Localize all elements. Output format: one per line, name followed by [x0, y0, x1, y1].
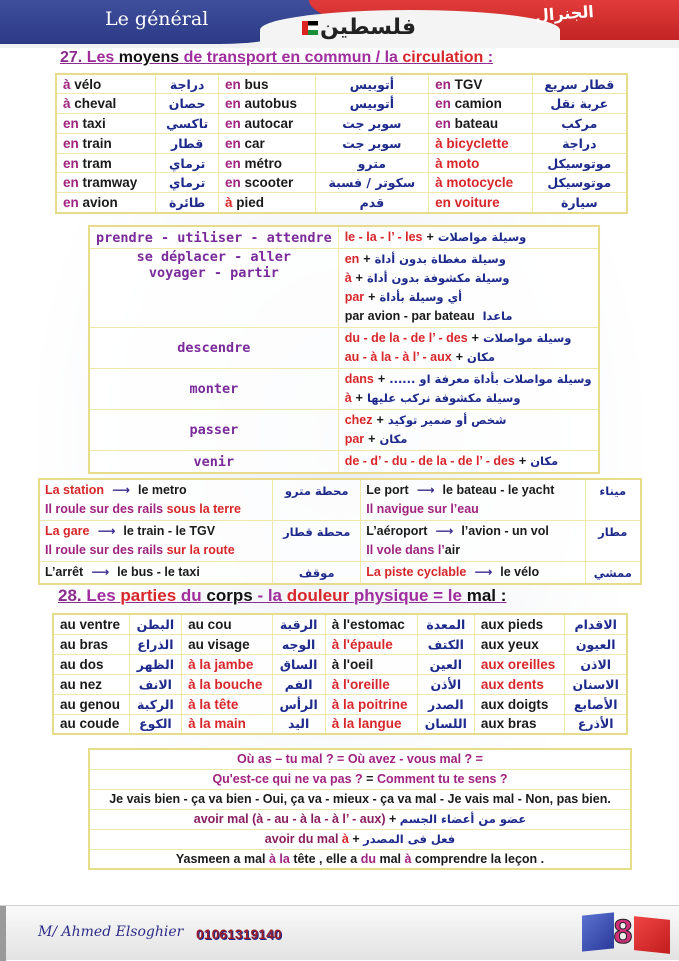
preposition: à [435, 155, 443, 171]
rule-2-fr: avoir du mal [264, 832, 339, 846]
preposition: en [224, 135, 241, 151]
preposition: en [224, 115, 241, 131]
vehicle-word: tramway [82, 175, 138, 191]
vehicle-word: tram [82, 155, 112, 171]
verbs-prepositions-table [88, 225, 600, 474]
transport-ar-cell: موتوسيكل [532, 173, 627, 193]
vehicle-word: avion [82, 194, 118, 210]
transport-ar-cell: مركب [532, 114, 627, 134]
arabic-note: وسيلة مكشوفة نركب عليها [366, 391, 521, 405]
place-target: l’avion - un vol [461, 524, 549, 538]
places-table [38, 478, 642, 585]
preposition: en [435, 194, 451, 210]
french-article: du - de la - de l’ - des [344, 331, 468, 345]
transport-fr-cell [218, 193, 315, 213]
body-part-ar: الأذن [417, 674, 474, 694]
body-part-ar: الوجه [272, 634, 325, 654]
transport-fr-cell [56, 153, 156, 173]
rule-line [345, 307, 592, 326]
place-ar-cell: مطار [585, 521, 641, 562]
transport-ar-cell: قدم [315, 193, 428, 213]
page-number: 8 [613, 913, 633, 951]
verb-text: descendre [177, 340, 251, 356]
place-description: Il navigue sur l’eau [366, 502, 479, 516]
place-target: le bus - le taxi [117, 565, 200, 579]
rule-line: à + وسيلة مكشوفة نركب عليها [345, 389, 592, 408]
verb-cell [89, 328, 338, 369]
transport-ar-cell: قطار سريع [532, 74, 627, 94]
expression-row: Qu'est-ce qui ne va pas ? = Comment tu te sens ? [89, 769, 631, 789]
rule-cell [338, 410, 598, 451]
table-row [53, 634, 627, 654]
arabic-note: شخص أو ضمير توكيد [387, 413, 507, 427]
table-row [53, 694, 627, 714]
body-part-ar: اللسان [417, 714, 474, 734]
body-part-fr: au bras [53, 634, 129, 654]
verb-text: prendre - utiliser - attendre [96, 229, 332, 246]
table-row [53, 654, 627, 674]
rule-line: chez + شخص أو ضمير توكيد [345, 411, 592, 430]
table-row [56, 133, 627, 153]
transport-ar-cell: طائرة [156, 193, 219, 213]
arrow-right-icon: ⟶ [97, 524, 116, 538]
table-row [39, 521, 641, 562]
arabic-note: وسيلة مغطاة بدون أداة [374, 252, 506, 266]
arrow-right-icon: ⟶ [416, 483, 435, 497]
preposition: en [63, 175, 79, 191]
verb-cell [89, 369, 338, 410]
palestine-flag-icon [302, 21, 318, 35]
preposition: en [224, 76, 241, 92]
transport-fr-cell [429, 193, 533, 213]
table-row [53, 714, 627, 734]
place-name: L’aéroport [366, 524, 428, 538]
preposition: en [435, 76, 451, 92]
arabic-note: ماعدا [482, 309, 513, 323]
vehicle-word: autocar [244, 115, 294, 131]
verb-text: monter [189, 381, 239, 397]
vehicle-word: bateau [454, 115, 499, 131]
header-title-ar: الجنرال [534, 3, 595, 26]
table-row [89, 451, 599, 474]
body-part-ar: البطن [129, 614, 181, 634]
table-row [53, 674, 627, 694]
vehicle-word: bicyclette [446, 135, 509, 151]
body-part-ar: الانف [129, 674, 181, 694]
body-part-fr: à l'épaule [325, 634, 417, 654]
place-ar-cell: ميناء [585, 479, 641, 521]
transport-ar-cell: ترماي [156, 153, 219, 173]
french-article: par [344, 290, 365, 304]
verb-text: venir [193, 453, 235, 470]
place-cell [39, 521, 273, 562]
table-row [89, 410, 599, 451]
transport-fr-cell [56, 114, 156, 134]
body-part-fr: aux doigts [474, 694, 564, 714]
vehicle-word: camion [454, 96, 502, 112]
transport-ar-cell: تاكسي [156, 114, 219, 134]
vehicle-word: TGV [454, 76, 483, 92]
french-article: au - à la - à l’ - aux [344, 350, 452, 364]
table-row [89, 369, 599, 410]
transport-fr-cell [218, 114, 315, 134]
vehicle-word: scooter [244, 175, 294, 191]
french-article: chez [344, 413, 373, 427]
table-row [56, 153, 627, 173]
place-target: le train - le TGV [123, 524, 216, 538]
vehicle-word: métro [244, 155, 282, 171]
body-part-ar: الصدر [417, 694, 474, 714]
verb-cell [89, 410, 338, 451]
expression-row: avoir mal (à - au - à la - à l’ - aux) + عضو من أعضاء الجسم [89, 809, 631, 829]
transport-ar-cell: أتوبيس [315, 94, 428, 114]
verb-cell [89, 249, 338, 328]
body-part-fr: au nez [53, 674, 129, 694]
french-article: par [344, 432, 365, 446]
french-article: par avion - par bateau [344, 309, 475, 323]
table-row [89, 328, 599, 369]
page-footer [0, 905, 679, 960]
body-part-fr: au visage [182, 634, 272, 654]
table-row [56, 74, 627, 94]
body-part-ar: اليد [272, 714, 325, 734]
table-row [56, 94, 627, 114]
arrow-right-icon: ⟶ [112, 483, 130, 497]
french-article: le - la - l’ - les [344, 230, 423, 244]
transport-fr-cell [218, 153, 315, 173]
body-part-fr: à la bouche [182, 674, 272, 694]
transport-fr-cell [56, 133, 156, 153]
vehicle-word: train [82, 135, 112, 151]
body-part-fr: à la tête [182, 694, 272, 714]
body-part-fr: au dos [53, 654, 129, 674]
arrow-right-icon: ⟶ [91, 565, 110, 579]
vehicle-word: car [244, 135, 265, 151]
transport-ar-cell: سوبر جت [315, 114, 428, 134]
transport-ar-cell: ترماي [156, 173, 219, 193]
verb-cell [89, 451, 338, 474]
body-part-ar: الكوع [129, 714, 181, 734]
rule-line: à + وسيلة مكشوفة بدون أداة [345, 269, 592, 288]
body-part-fr: au coude [53, 714, 129, 734]
place-name: La gare [45, 524, 90, 538]
body-part-ar: العين [417, 654, 474, 674]
transport-fr-cell [218, 173, 315, 193]
body-part-ar: الاسنان [565, 674, 627, 694]
transport-fr-cell [218, 133, 315, 153]
answers-line: Je vais bien - ça va bien - Oui, ça va - mieux - ça va mal - Je vais mal - Non, pas bien. [109, 792, 611, 806]
rule-cell [338, 369, 598, 410]
section-28-title: 28. Les parties du corps - la douleur physique = le mal : [58, 586, 507, 605]
rule-line: de - d’ - du - de la - de l’ - des + مكان [345, 452, 592, 471]
vehicle-word: bus [244, 76, 269, 92]
transport-fr-cell [56, 94, 156, 114]
body-part-ar: الأصابع [565, 694, 627, 714]
verb-text: se déplacer - aller [136, 249, 292, 265]
transport-ar-cell: أتوبيس [315, 74, 428, 94]
transport-fr-cell [429, 74, 533, 94]
expression-row [89, 749, 631, 769]
place-name: L’arrêt [45, 565, 84, 579]
place-cell [361, 521, 585, 562]
author-signature: M/ Ahmed Elsoghier [38, 924, 184, 940]
expressions-table [88, 748, 632, 870]
preposition: à [435, 175, 443, 191]
preposition: en [63, 115, 79, 131]
transport-ar-cell: مترو [315, 153, 428, 173]
transport-fr-cell [429, 133, 533, 153]
transport-fr-cell [56, 193, 156, 213]
arabic-note: وسيلة مواصلات [482, 331, 572, 345]
body-part-ar: الاقدام [565, 614, 627, 634]
vehicle-word: motocycle [446, 175, 514, 191]
table-row [56, 114, 627, 134]
preposition: à [63, 76, 71, 92]
place-name: La station [45, 483, 105, 497]
rule-line: au - à la - à l’ - aux + مكان [345, 348, 592, 367]
preposition: à [63, 96, 71, 112]
header-title-fr: Le général [105, 8, 209, 30]
expression-row [89, 849, 631, 869]
body-part-ar: الرأس [272, 694, 325, 714]
preposition: en [63, 155, 79, 171]
preposition: en [435, 115, 451, 131]
rule-cell [338, 226, 598, 249]
french-article: dans [344, 372, 374, 386]
rule-1-fr: avoir mal (à - au - à la - à l’ - aux) [193, 812, 386, 826]
rule-line: par + مكان [345, 430, 592, 449]
table-row [39, 479, 641, 521]
arrow-right-icon: ⟶ [474, 565, 493, 579]
table-row [53, 614, 627, 634]
place-description: Il roule sur des rails sous la terre [45, 502, 241, 516]
table-row [89, 249, 599, 328]
french-article: à [344, 391, 352, 405]
rule-line: le - la - l’ - les + وسيلة مواصلات [345, 228, 592, 247]
expression-row [89, 789, 631, 809]
arabic-note: مكان [467, 350, 495, 364]
body-part-fr: à l'oeil [325, 654, 417, 674]
vehicle-word: taxi [82, 115, 106, 131]
vehicle-word: cheval [74, 96, 117, 112]
body-part-fr: aux bras [474, 714, 564, 734]
rule-line: en + وسيلة مغطاة بدون أداة [345, 250, 592, 269]
preposition: en [63, 194, 79, 210]
arabic-note: وسيلة مواصلات بأداة معرفة او ...... [389, 372, 592, 386]
body-part-fr: aux yeux [474, 634, 564, 654]
transport-fr-cell [429, 114, 533, 134]
preposition: en [224, 96, 241, 112]
place-ar-cell: ممشي [585, 562, 641, 585]
french-article: en [344, 252, 360, 266]
body-part-fr: aux pieds [474, 614, 564, 634]
table-row [56, 173, 627, 193]
body-part-fr: aux dents [474, 674, 564, 694]
place-description: Il roule sur des rails sur la route [45, 543, 235, 557]
body-part-ar: المعدة [417, 614, 474, 634]
arabic-note: أي وسيلة بأداة [379, 290, 463, 304]
rule-2-ar: فعل فى المصدر [363, 832, 456, 846]
transport-fr-cell [429, 153, 533, 173]
place-cell [361, 479, 585, 521]
rule-cell [338, 451, 598, 474]
transport-ar-cell: حصان [156, 94, 219, 114]
rule-line: dans + وسيلة مواصلات بأداة معرفة او ...... [345, 370, 592, 389]
expression-row: avoir du mal à + فعل فى المصدر [89, 829, 631, 849]
transport-ar-cell: دراجة [532, 133, 627, 153]
body-part-ar: الذراع [129, 634, 181, 654]
place-cell [361, 562, 585, 585]
transport-ar-cell: سكوتر / فسبة [315, 173, 428, 193]
body-part-ar: الكتف [417, 634, 474, 654]
body-part-fr: à la jambe [182, 654, 272, 674]
transport-ar-cell: سوبر جت [315, 133, 428, 153]
body-part-fr: à la main [182, 714, 272, 734]
preposition: en [435, 96, 451, 112]
verb-text: passer [189, 422, 239, 438]
french-article: à [344, 271, 352, 285]
section-27-title: 27. Les moyens de transport en commun / la circulation : [60, 49, 494, 66]
vehicle-word: pied [236, 194, 264, 210]
transport-fr-cell [429, 173, 533, 193]
arrow-right-icon: ⟶ [435, 524, 454, 538]
transport-ar-cell: موتوسيكل [532, 153, 627, 173]
transport-vocabulary-table [55, 73, 628, 214]
transport-fr-cell [218, 74, 315, 94]
body-part-fr: à l'estomac [325, 614, 417, 634]
place-target: le metro [137, 483, 187, 497]
vehicle-word: voiture [454, 194, 500, 210]
page-header [0, 0, 679, 48]
body-part-ar: الظهر [129, 654, 181, 674]
place-cell [39, 479, 273, 521]
place-target: le vélo [500, 565, 540, 579]
table-row [89, 226, 599, 249]
place-ar-cell: محطة قطار [273, 521, 361, 562]
rule-cell [338, 328, 598, 369]
example-sentence: Yasmeen a mal à la tête , elle a du mal à comprendre la leçon . [89, 849, 631, 869]
body-part-fr: au ventre [53, 614, 129, 634]
body-part-ar: الساق [272, 654, 325, 674]
transport-ar-cell: عربة نقل [532, 94, 627, 114]
vehicle-word: moto [446, 155, 480, 171]
place-description: Il vole dans l’air [366, 543, 461, 557]
place-ar-cell: محطة مترو [273, 479, 361, 521]
place-target: le bateau - le yacht [442, 483, 555, 497]
body-part-fr: à la poitrine [325, 694, 417, 714]
page-number-badge [582, 914, 672, 954]
transport-ar-cell: سيارة [532, 193, 627, 213]
verb-cell [89, 226, 338, 249]
body-part-fr: au genou [53, 694, 129, 714]
body-part-ar: الركبة [129, 694, 181, 714]
preposition: en [224, 155, 241, 171]
transport-fr-cell [218, 94, 315, 114]
body-part-fr: aux oreilles [474, 654, 564, 674]
arabic-note: مكان [379, 432, 408, 446]
table-row [56, 193, 627, 213]
author-phone: 01061319140 [196, 926, 282, 942]
preposition: en [224, 175, 241, 191]
preposition: à [435, 135, 443, 151]
body-part-fr: au cou [182, 614, 272, 634]
body-part-ar: الفم [272, 674, 325, 694]
transport-fr-cell [56, 74, 156, 94]
body-part-fr: à la langue [325, 714, 417, 734]
transport-ar-cell: قطار [156, 133, 219, 153]
vehicle-word: autobus [244, 96, 297, 112]
arabic-note: وسيلة مواصلات [437, 230, 527, 244]
body-part-ar: العيون [565, 634, 627, 654]
preposition: à [224, 194, 233, 210]
rule-line: par + أي وسيلة بأداة [345, 288, 592, 307]
question-1: Où as – tu mal ? = Où avez - vous mal ? = [237, 752, 483, 767]
transport-ar-cell: دراجة [156, 74, 219, 94]
vehicle-word: vélo [74, 76, 102, 92]
french-article: de - d’ - du - de la - de l’ - des [344, 454, 515, 468]
body-part-ar: الأذرع [565, 714, 627, 734]
body-part-ar: الرقبة [272, 614, 325, 634]
table-row [39, 562, 641, 585]
body-parts-table [52, 613, 628, 735]
rule-line: du - de la - de l’ - des + وسيلة مواصلات [345, 329, 592, 348]
question-2b: Comment tu te sens ? [376, 772, 508, 786]
rule-1-ar: عضو من أعضاء الجسم [399, 812, 527, 826]
place-name: Le port [366, 483, 409, 497]
place-cell [39, 562, 273, 585]
rule-cell [338, 249, 598, 328]
arabic-note: وسيلة مكشوفة بدون أداة [366, 271, 510, 285]
body-part-fr: à l'oreille [325, 674, 417, 694]
body-part-ar: الاذن [565, 654, 627, 674]
arabic-note: مكان [530, 454, 559, 468]
header-logo: فلسطين [300, 14, 416, 40]
transport-fr-cell [429, 94, 533, 114]
verb-text: voyager - partir [148, 265, 279, 281]
question-2a: Qu'est-ce qui ne va pas ? [212, 772, 363, 786]
place-ar-cell: موقف [273, 562, 361, 585]
preposition: en [63, 135, 79, 151]
place-name: La piste cyclable [366, 565, 467, 579]
transport-fr-cell [56, 173, 156, 193]
